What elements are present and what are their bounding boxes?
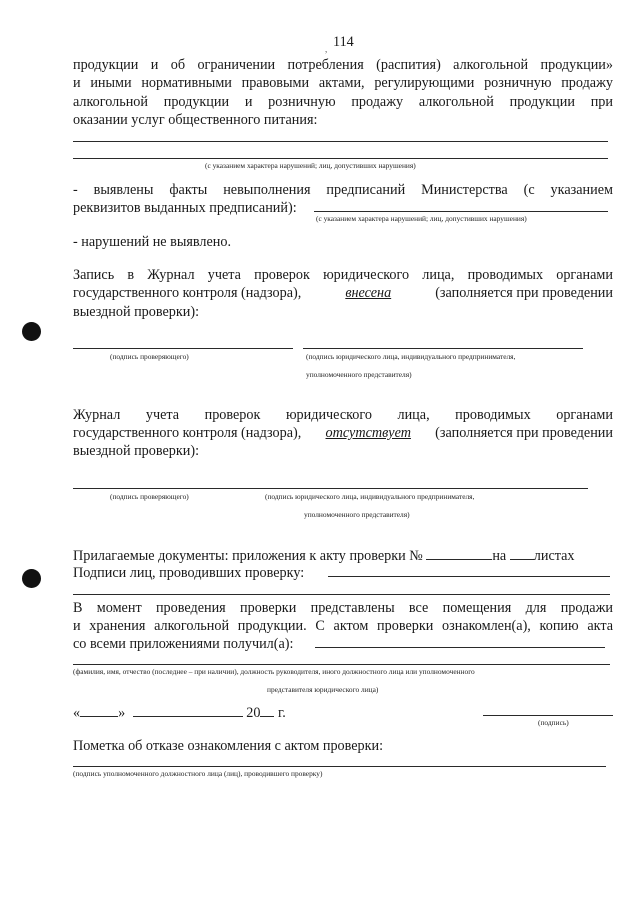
no-violations: - нарушений не выявлено. [73,234,232,250]
date-signature-line [483,715,613,716]
journal1-line2 [73,284,613,302]
entity-signature-line [303,348,583,349]
refusal-line [73,766,606,767]
prescriptions-line: реквизитов выданных предписаний): [73,200,297,216]
entity-signature-caption: (подпись юридического лица, индивидуального предпринимателя, [306,352,516,361]
entity-signature-caption: уполномоченного представителя) [306,370,412,379]
journal2-status: отсутствует [325,425,411,441]
signatures-label: Подписи лиц, проводивших проверку: [73,565,305,581]
para1-line: и иными нормативными правовыми актами, регулирующими розничную продажу [73,75,613,91]
attachments-prefix: Прилагаемые документы: приложения к акту проверки № [73,548,423,564]
inspection-line: В момент проведения проверки представлены все помещения для продажи [73,600,613,616]
page-mark: , [325,44,328,54]
journal2-line: Журнал учета проверок юридического лица, проводимых органами [73,407,613,423]
inspector-signature-caption: (подпись проверяющего) [110,492,189,501]
journal1-text-end: (заполняется при проведении [435,285,613,301]
day-field[interactable] [80,703,118,717]
entity-signature-caption: уполномоченного представителя) [304,510,410,519]
fio-caption: (фамилия, имя, отчество (последнее – при наличии), должность руководителя, иного должностного лица или уполномоченного [73,667,475,676]
para1-line: алкогольной продукции и розничную продажу алкогольной продукции при [73,94,613,110]
sheet-count-field[interactable] [510,546,534,560]
inspector-signature-line [73,348,293,349]
binder-hole [22,322,41,341]
year-suffix: г. [278,705,286,721]
date-row [73,703,286,722]
journal1-line: Запись в Журнал учета проверок юридического лица, проводимых органами [73,267,613,283]
attachments-mid: на [492,548,507,564]
journal2-text-end: (заполняется при проведении [435,425,613,441]
signature-caption: (подпись) [538,718,569,727]
act-number-field[interactable] [426,546,492,560]
inspector-signature-caption: (подпись проверяющего) [110,352,189,361]
fio-line [73,664,610,665]
binder-hole [22,569,41,588]
refusal-caption: (подпись уполномоченного должностного лица (лиц), проводившего проверку) [73,769,323,778]
date-close-quote: » [118,705,126,721]
attachments-suffix: листах [533,548,575,564]
journal2-line2 [73,424,613,442]
journal1-text: государственного контроля (надзора), [73,285,302,301]
signatures-line-1 [328,576,610,577]
journal1-status: внесена [345,285,392,301]
journal2-signature-line [73,488,588,489]
attachments-row [73,546,575,565]
signatures-line-2 [73,594,610,595]
para1-line: продукции и об ограничении потребления (распития) алкогольной продукции» [73,57,613,73]
violations-caption: (с указанием характера нарушений; лиц, допустивших нарушения) [205,161,416,170]
prescriptions-field [314,211,608,212]
prescriptions-line: - выявлены факты невыполнения предписаний Министерства (с указанием [73,182,613,198]
prescriptions-caption: (с указанием характера нарушений; лиц, допустивших нарушения) [316,214,527,223]
year-field[interactable] [260,703,274,717]
inspection-line: и хранения алкогольной продукции. С актом проверки ознакомлен(а), копию акта [73,618,613,634]
month-field[interactable] [133,703,243,717]
violations-line-2 [73,158,608,159]
entity-signature-caption: (подпись юридического лица, индивидуального предпринимателя, [265,492,475,501]
journal1-line: выездной проверки): [73,304,200,320]
journal2-line: выездной проверки): [73,443,200,459]
refusal-label: Пометка об отказе ознакомления с актом проверки: [73,738,384,754]
journal2-text: государственного контроля (надзора), [73,425,302,441]
received-signature-line [315,647,605,648]
year-prefix: 20 [246,705,261,721]
inspection-line: со всеми приложениями получил(а): [73,636,294,652]
date-open-quote: « [73,705,81,721]
para1-last-line: оказании услуг общественного питания: [73,112,318,128]
violations-line-1 [73,141,608,142]
fio-caption: представителя юридического лица) [267,685,379,694]
page-number: 114 [333,34,354,50]
